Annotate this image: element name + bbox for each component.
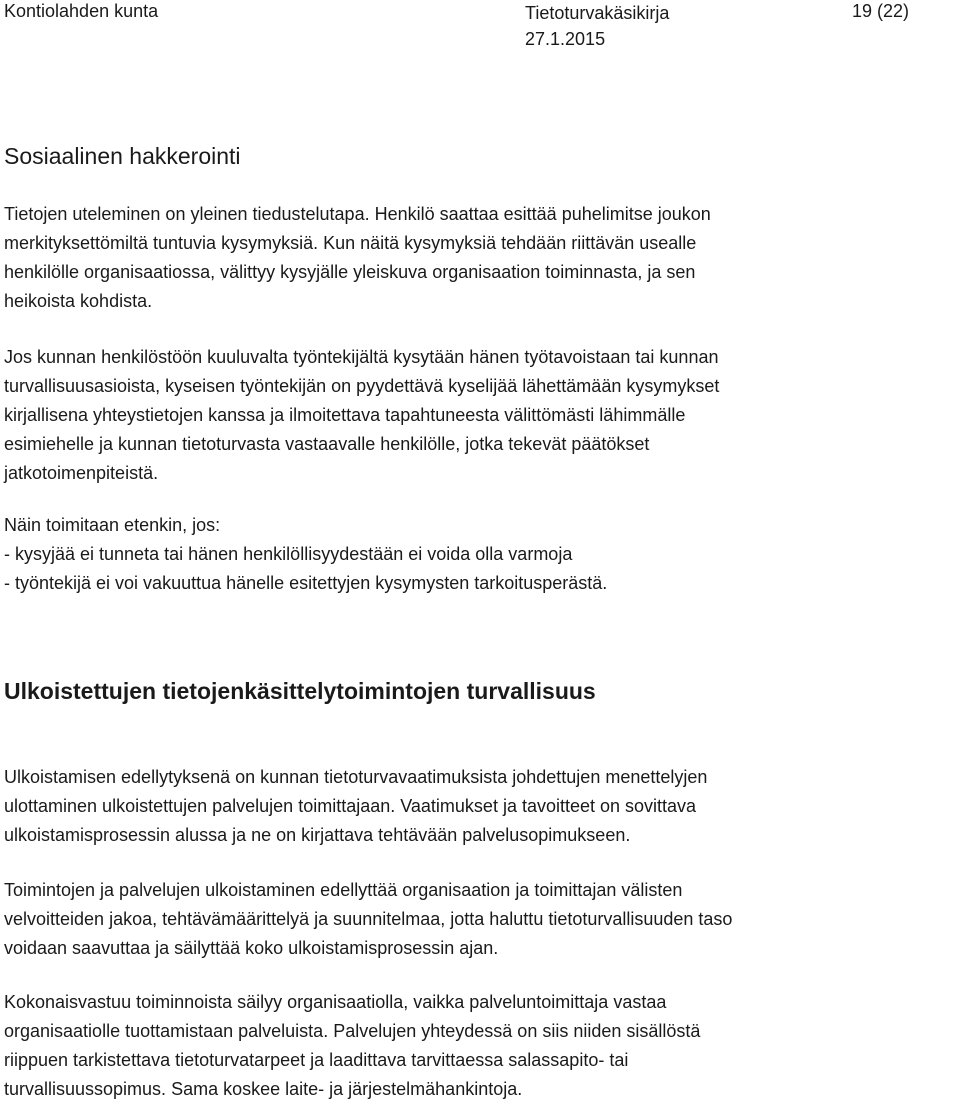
paragraph: Tietojen uteleminen on yleinen tiedustelutapa. Henkilö saattaa esittää puhelimitse joukon merkityksettömiltä tuntuvia kysymyksiä. Kun näitä kysymyksiä tehdään riittävän usealle henkilölle organisaatiossa, välittyy kysyjälle yleiskuva organisaation toiminnasta, ja sen heikoista kohdista.: [4, 204, 711, 311]
paragraph: Ulkoistamisen edellytyksenä on kunnan tietoturvavaatimuksista johdettujen menettelyjen ulottaminen ulkoistettujen palvelujen toimittajaan. Vaatimukset ja tavoitteet on sovittava ulkoistamisprosessin alussa ja ne on kirjattava tehtävään palvelusopimukseen.: [4, 767, 708, 845]
header-organization: Kontiolahden kunta: [4, 1, 159, 21]
section-heading-social-engineering: Sosiaalinen hakkerointi: [4, 143, 241, 169]
paragraph-list: Näin toimitaan etenkin, jos: - kysyjää ei tunneta tai hänen henkilöllisyydestään ei voida olla varmoja - työntekijä ei voi vakuuttua hänelle esitettyjen kysymysten tarkoitusperästä.: [4, 515, 608, 593]
header-date: 27.1.2015: [525, 29, 606, 49]
paragraph: Jos kunnan henkilöstöön kuuluvalta työntekijältä kysytään hänen työtavoistaan tai kunnan turvallisuusasioista, kyseisen työntekijän on pyydettävä kyselijää lähettämään kysymykset kirjallisena yhteystietojen kanssa ja ilmoitettava tapahtuneesta välittömästi lähimmälle esimiehelle ja kunnan tietoturvasta vastaavalle henkilölle, jotka tekevät päätökset jatkotoimenpiteistä.: [4, 347, 720, 483]
header-document-title: Tietoturvakäsikirja: [525, 3, 670, 23]
header-page-number: 19 (22): [852, 1, 910, 21]
section-heading-outsourcing: Ulkoistettujen tietojenkäsittelytoimintojen turvallisuus: [4, 678, 596, 704]
header-center: [525, 0, 669, 52]
paragraph: Toimintojen ja palvelujen ulkoistaminen edellyttää organisaation ja toimittajan välisten velvoitteiden jakoa, tehtävämäärittelyä ja suunnitelmaa, jotta haluttu tietoturvallisuuden taso voidaan saavuttaa ja säilyttää koko ulkoistamisprosessin ajan.: [4, 880, 733, 958]
paragraph: Kokonaisvastuu toiminnoista säilyy organisaatiolla, vaikka palveluntoimittaja vastaa organisaatiolle tuottamistaan palveluista. Palvelujen yhteydessä on siis niiden sisällöstä riippuen tarkistettava tietoturvatarpeet ja laadittava tarvittaessa salassapito- tai turvallisuussopimus. Sama koskee laite- ja järjestelmähankintoja.: [4, 992, 701, 1099]
